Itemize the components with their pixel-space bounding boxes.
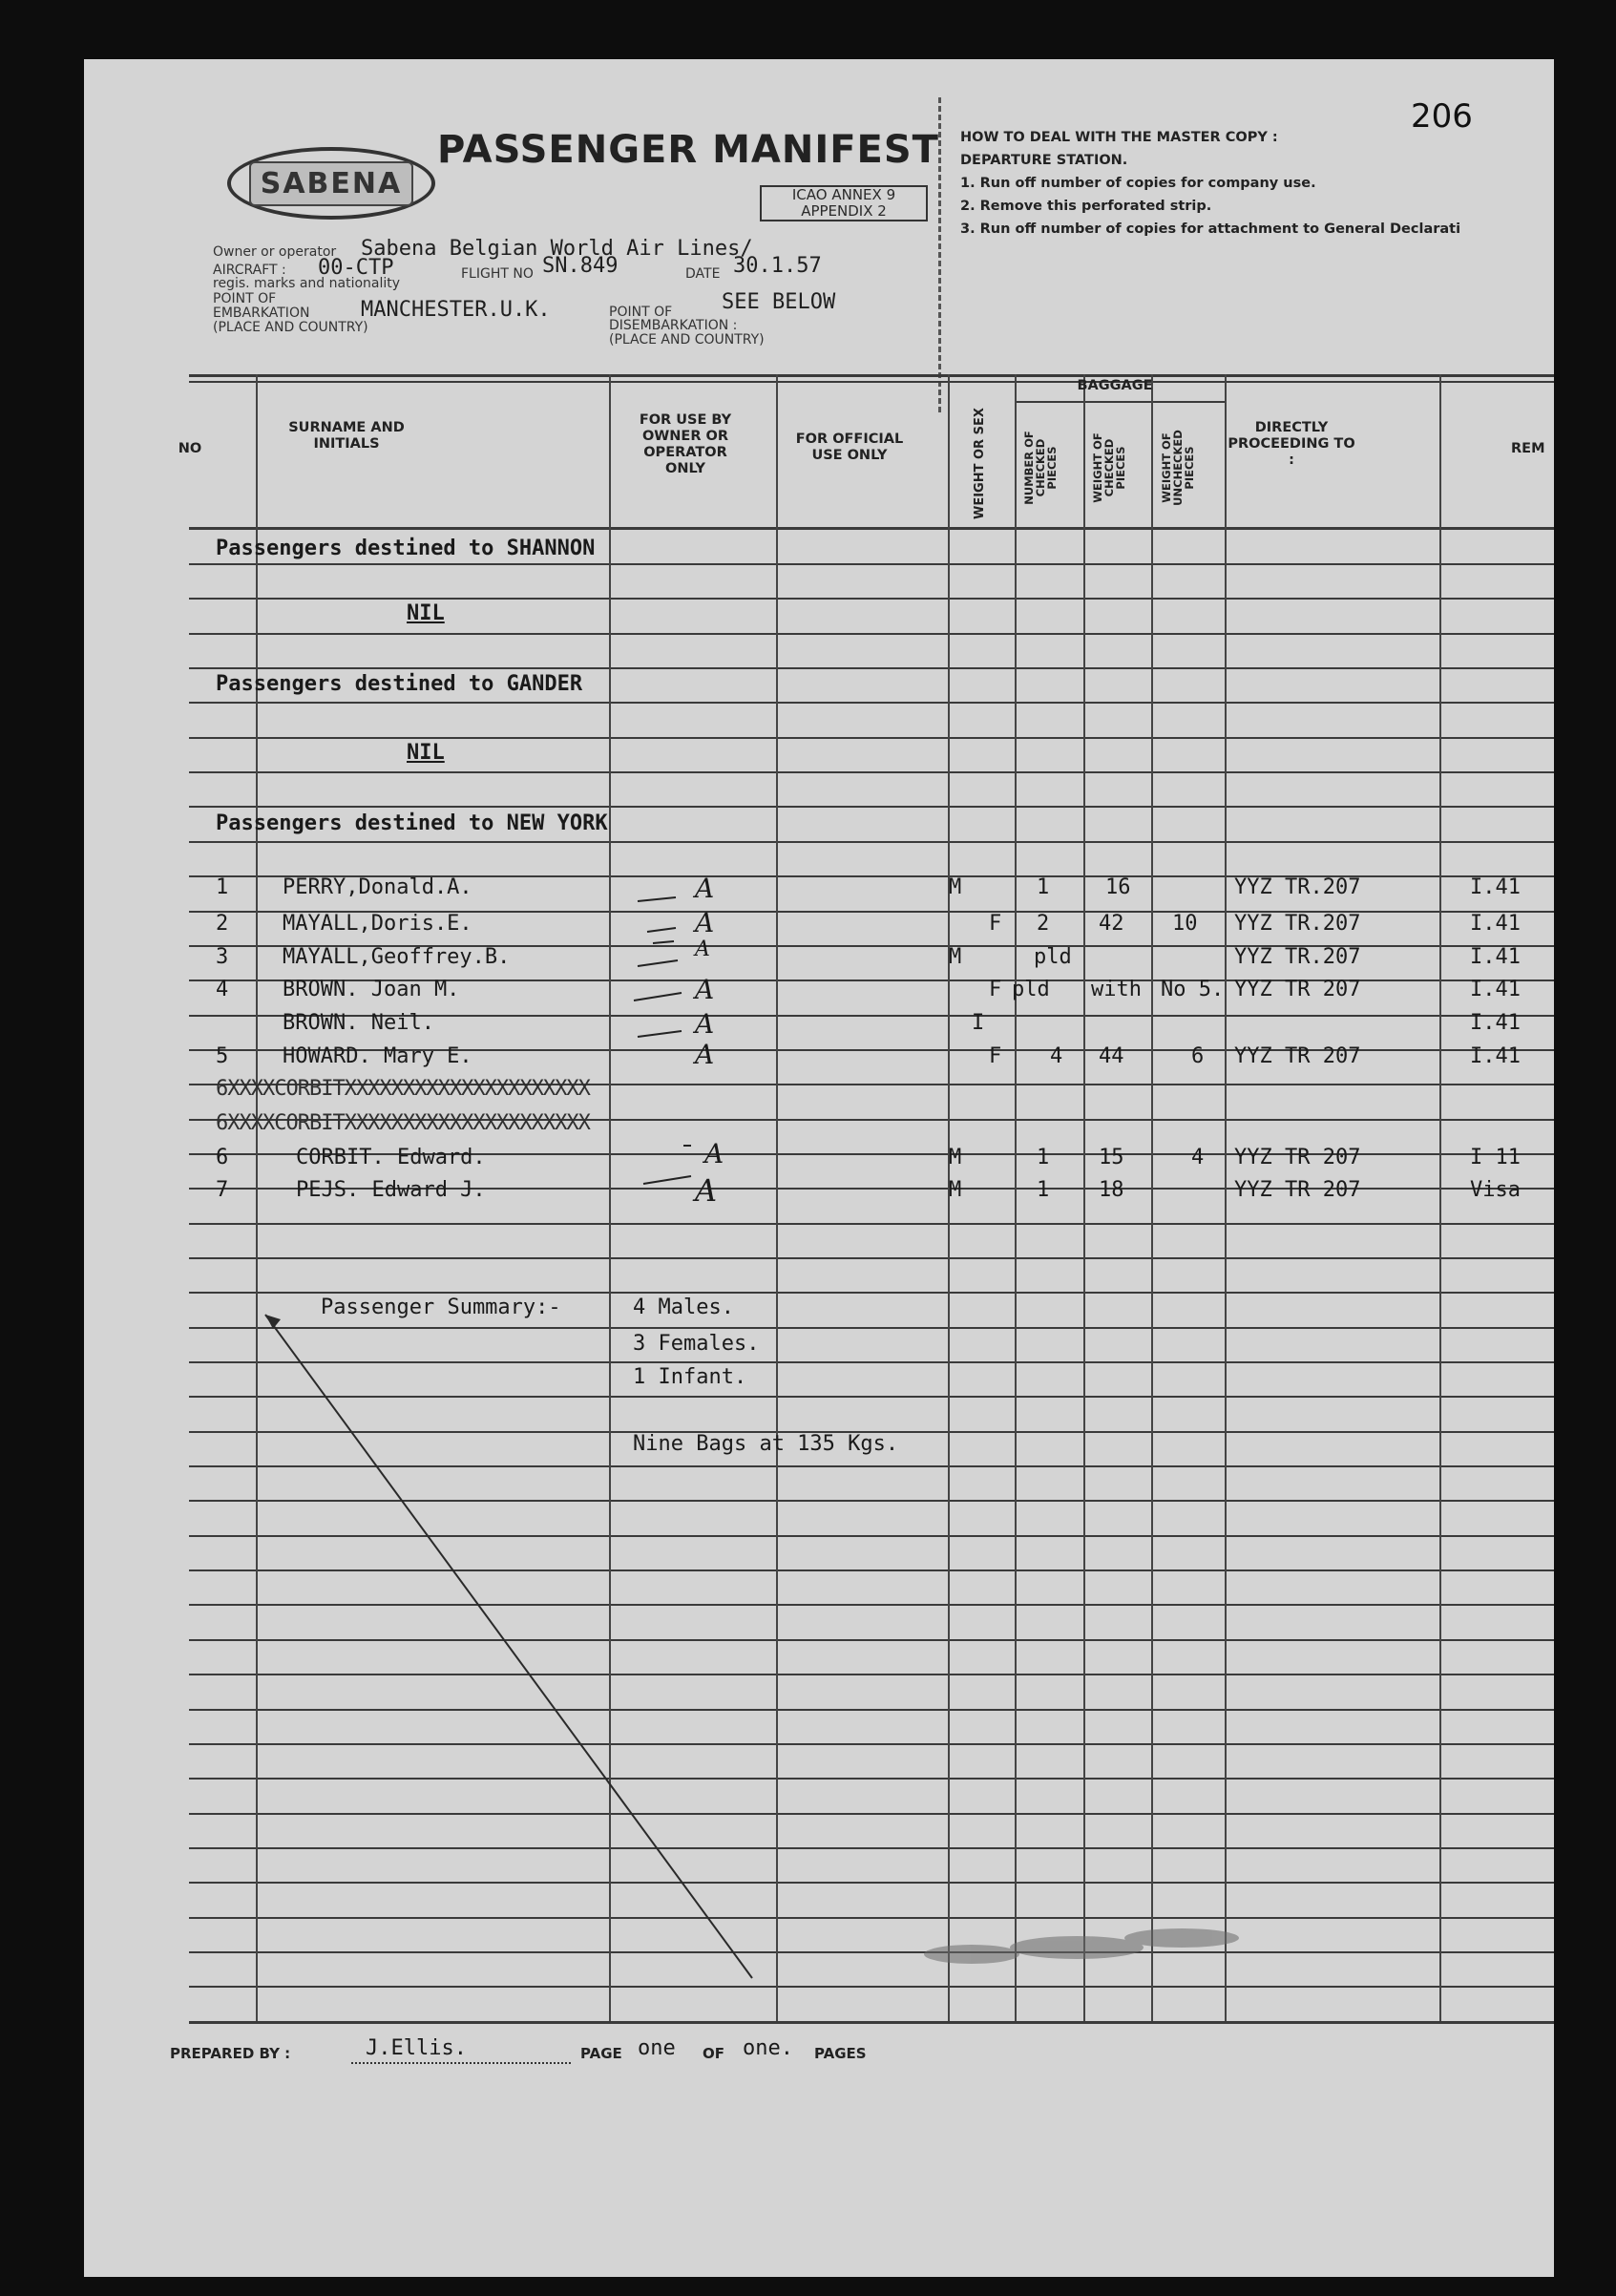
disembark-value: SEE BELOW <box>722 290 836 314</box>
summary-females: 3 Females. <box>633 1332 760 1356</box>
table-column-rule <box>1439 374 1441 2021</box>
summary-males: 4 Males. <box>633 1295 734 1319</box>
checked-weight: 15 <box>1099 1146 1124 1169</box>
icao-line-1: ICAO ANNEX 9 <box>791 186 896 203</box>
instruction-item: 3. Run off number of copies for attachment to General Declarati <box>960 221 1461 237</box>
proceeding-to: YYZ TR 207 <box>1234 978 1361 1001</box>
pages-label: PAGES <box>814 2045 867 2062</box>
handwritten-mark: A <box>695 974 715 1005</box>
column-header-weight-or-sex: WEIGHT OR SEX <box>973 408 987 519</box>
column-header-no: NO <box>178 441 202 456</box>
aircraft-value: 00-CTP <box>318 256 394 280</box>
table-row-rule <box>189 1223 1554 1225</box>
owner-value: Sabena Belgian World Air Lines/ <box>361 237 753 261</box>
embark-label-1: POINT OF <box>213 291 277 306</box>
table-column-rule <box>1083 374 1085 2021</box>
page-label: PAGE <box>580 2045 622 2062</box>
page-number: 206 <box>1411 97 1473 136</box>
smudge-marks <box>914 1902 1287 1988</box>
embark-value: MANCHESTER.U.K. <box>361 298 551 322</box>
unchecked-weight: No 5. <box>1161 978 1225 1001</box>
embark-label-3: (PLACE AND COUNTRY) <box>213 320 368 335</box>
passenger-name: BROWN. Joan M. <box>283 978 460 1001</box>
column-header-baggage: BAGGAGE <box>1077 378 1153 393</box>
passenger-no: 3 <box>216 945 229 969</box>
section-new-york: Passengers destined to NEW YORK <box>216 811 608 835</box>
passenger-name: PERRY,Donald.A. <box>283 875 472 899</box>
handwritten-mark: A <box>695 873 715 904</box>
icao-line-2: APPENDIX 2 <box>801 202 887 220</box>
passenger-name: BROWN. Neil. <box>283 1011 434 1035</box>
passenger-sex: F <box>989 1044 1002 1068</box>
summary-infant: 1 Infant. <box>633 1365 747 1389</box>
column-header-checked-weight: WEIGHT OF CHECKED PIECES <box>1091 432 1127 503</box>
passenger-no: 1 <box>216 875 229 899</box>
remarks: I.41 <box>1470 912 1521 936</box>
instruction-item: 1. Run off number of copies for company use. <box>960 176 1316 191</box>
unchecked-weight: 4 <box>1191 1146 1205 1169</box>
remarks: I.41 <box>1470 945 1521 969</box>
table-row-rule <box>189 737 1554 739</box>
table-top-rule <box>189 381 1554 383</box>
table-row-rule <box>189 841 1554 843</box>
table-row-rule <box>189 771 1554 773</box>
table-row-rule <box>189 598 1554 600</box>
flight-label: FLIGHT NO <box>461 266 534 282</box>
flight-value: SN.849 <box>542 254 619 278</box>
disembark-label-2: DISEMBARKATION : <box>609 318 738 333</box>
proceeding-to: YYZ TR.207 <box>1234 945 1361 969</box>
table-row-rule <box>189 806 1554 808</box>
remarks: I.41 <box>1470 875 1521 899</box>
remarks: I 11 <box>1470 1146 1521 1169</box>
checked-pieces: pld <box>1034 945 1072 969</box>
passenger-no: 6 <box>216 1146 229 1169</box>
passenger-no: 5 <box>216 1044 229 1068</box>
proceeding-to: YYZ TR 207 <box>1234 1146 1361 1169</box>
date-label: DATE <box>685 266 721 282</box>
logo-text: SABENA <box>249 161 414 206</box>
instructions-line-1: HOW TO DEAL WITH THE MASTER COPY : <box>960 130 1278 145</box>
section-shannon: Passengers destined to SHANNON <box>216 537 596 560</box>
checked-weight: 44 <box>1099 1044 1124 1068</box>
remarks: I.41 <box>1470 1011 1521 1035</box>
prepared-by-label: PREPARED BY : <box>170 2045 291 2062</box>
column-header-checked-pieces: NUMBER OF CHECKED PIECES <box>1022 431 1059 505</box>
summary-bags: Nine Bags at 135 Kgs. <box>633 1432 899 1456</box>
passenger-name: MAYALL,Doris.E. <box>283 912 472 936</box>
checked-weight: 42 <box>1099 912 1124 936</box>
manifest-sheet <box>84 59 1554 2277</box>
disembark-label-3: (PLACE AND COUNTRY) <box>609 332 765 348</box>
remarks: I.41 <box>1470 978 1521 1001</box>
passenger-name: MAYALL,Geoffrey.B. <box>283 945 511 969</box>
passenger-sex: M <box>949 1178 962 1202</box>
table-top-rule <box>189 374 1554 377</box>
handwritten-dashes <box>619 880 752 1205</box>
checked-pieces: pld <box>1012 978 1050 1001</box>
table-column-rule <box>1225 374 1227 2021</box>
passenger-sex: I <box>972 1011 985 1035</box>
proceeding-to: YYZ TR 207 <box>1234 1044 1361 1068</box>
table-row-rule <box>189 563 1554 565</box>
remarks: I.41 <box>1470 1044 1521 1068</box>
prepared-by-underline <box>351 2062 571 2064</box>
date-value: 30.1.57 <box>733 254 822 278</box>
checked-pieces: 1 <box>1037 1146 1050 1169</box>
column-header-unchecked-weight: WEIGHT OF UNCHECKED PIECES <box>1160 430 1196 506</box>
checked-pieces: 2 <box>1037 912 1050 936</box>
page-value: one <box>638 2036 676 2060</box>
owner-label: Owner or operator <box>213 244 337 260</box>
unchecked-weight: 6 <box>1191 1044 1205 1068</box>
aircraft-sub-label: regis. marks and nationality <box>213 276 401 291</box>
proceeding-to: YYZ TR 207 <box>1234 1178 1361 1202</box>
table-row-rule <box>189 667 1554 669</box>
checked-weight: with <box>1091 978 1142 1001</box>
icao-reference-box <box>760 185 928 221</box>
section-gander: Passengers destined to GANDER <box>216 672 583 696</box>
checked-pieces: 1 <box>1037 875 1050 899</box>
document-title: PASSENGER MANIFEST <box>437 128 939 172</box>
table-column-rule <box>1015 374 1017 2021</box>
passenger-no: 2 <box>216 912 229 936</box>
summary-label: Passenger Summary:- <box>321 1295 561 1319</box>
handwritten-mark: A <box>695 937 710 961</box>
prepared-by-value: J.Ellis. <box>366 2036 467 2060</box>
table-row-rule <box>189 1257 1554 1259</box>
checked-pieces: 4 <box>1050 1044 1063 1068</box>
header-bottom-rule <box>189 527 1554 530</box>
unchecked-weight: 10 <box>1172 912 1198 936</box>
column-header-surname: SURNAME AND INITIALS <box>288 420 405 452</box>
shannon-nil: NIL <box>407 601 445 625</box>
proceeding-to: YYZ TR.207 <box>1234 875 1361 899</box>
passenger-sex: M <box>949 875 962 899</box>
proceeding-to: YYZ TR.207 <box>1234 912 1361 936</box>
table-row-rule <box>189 1292 1554 1294</box>
instructions-line-2: DEPARTURE STATION. <box>960 153 1128 168</box>
embark-label-2: EMBARKATION <box>213 305 310 321</box>
table-row-rule <box>189 702 1554 704</box>
passenger-name: HOWARD. Mary E. <box>283 1044 472 1068</box>
instruction-item: 2. Remove this perforated strip. <box>960 199 1212 214</box>
table-bottom-rule <box>189 2021 1554 2024</box>
table-column-rule <box>1151 374 1153 2021</box>
aircraft-label: AIRCRAFT : <box>213 263 286 278</box>
column-header-remarks: REM <box>1511 441 1545 456</box>
table-row-rule <box>189 633 1554 635</box>
handwritten-mark: A <box>695 907 715 938</box>
passenger-sex: F <box>989 978 1002 1001</box>
of-label: OF <box>703 2045 724 2062</box>
column-header-owner-use: FOR USE BY OWNER OR OPERATOR ONLY <box>639 412 732 476</box>
remarks: Visa <box>1470 1178 1521 1202</box>
handwritten-mark: A <box>695 1172 718 1209</box>
passenger-name: CORBIT. Edward. <box>296 1146 486 1169</box>
gander-nil: NIL <box>407 741 445 765</box>
handwritten-mark: A <box>704 1138 724 1169</box>
handwritten-mark: A <box>695 1039 715 1070</box>
column-header-proceeding-to: DIRECTLY PROCEEDING TO : <box>1228 420 1355 468</box>
struck-out-row: 6XXXXCORBITXXXXXXXXXXXXXXXXXXXXX <box>216 1111 590 1135</box>
passenger-no: 7 <box>216 1178 229 1202</box>
handwritten-mark: A <box>695 1008 715 1040</box>
passenger-sex: F <box>989 912 1002 936</box>
passenger-sex: M <box>949 1146 962 1169</box>
checked-weight: 16 <box>1105 875 1131 899</box>
checked-weight: 18 <box>1099 1178 1124 1202</box>
struck-out-row: 6XXXXCORBITXXXXXXXXXXXXXXXXXXXXX <box>216 1077 590 1101</box>
column-header-official-use: FOR OFFICIAL USE ONLY <box>795 432 904 463</box>
passenger-sex: M <box>949 945 962 969</box>
of-value: one. <box>743 2036 793 2060</box>
master-copy-instructions <box>960 126 1552 241</box>
checked-pieces: 1 <box>1037 1178 1050 1202</box>
perforated-strip-line <box>938 97 941 412</box>
diagonal-cancel-line <box>256 1310 771 1997</box>
passenger-name: PEJS. Edward J. <box>296 1178 486 1202</box>
baggage-subheader-rule <box>1015 401 1227 403</box>
disembark-label-1: POINT OF <box>609 305 673 320</box>
table-column-rule <box>776 374 778 2021</box>
sabena-logo <box>227 147 435 220</box>
passenger-no: 4 <box>216 978 229 1001</box>
